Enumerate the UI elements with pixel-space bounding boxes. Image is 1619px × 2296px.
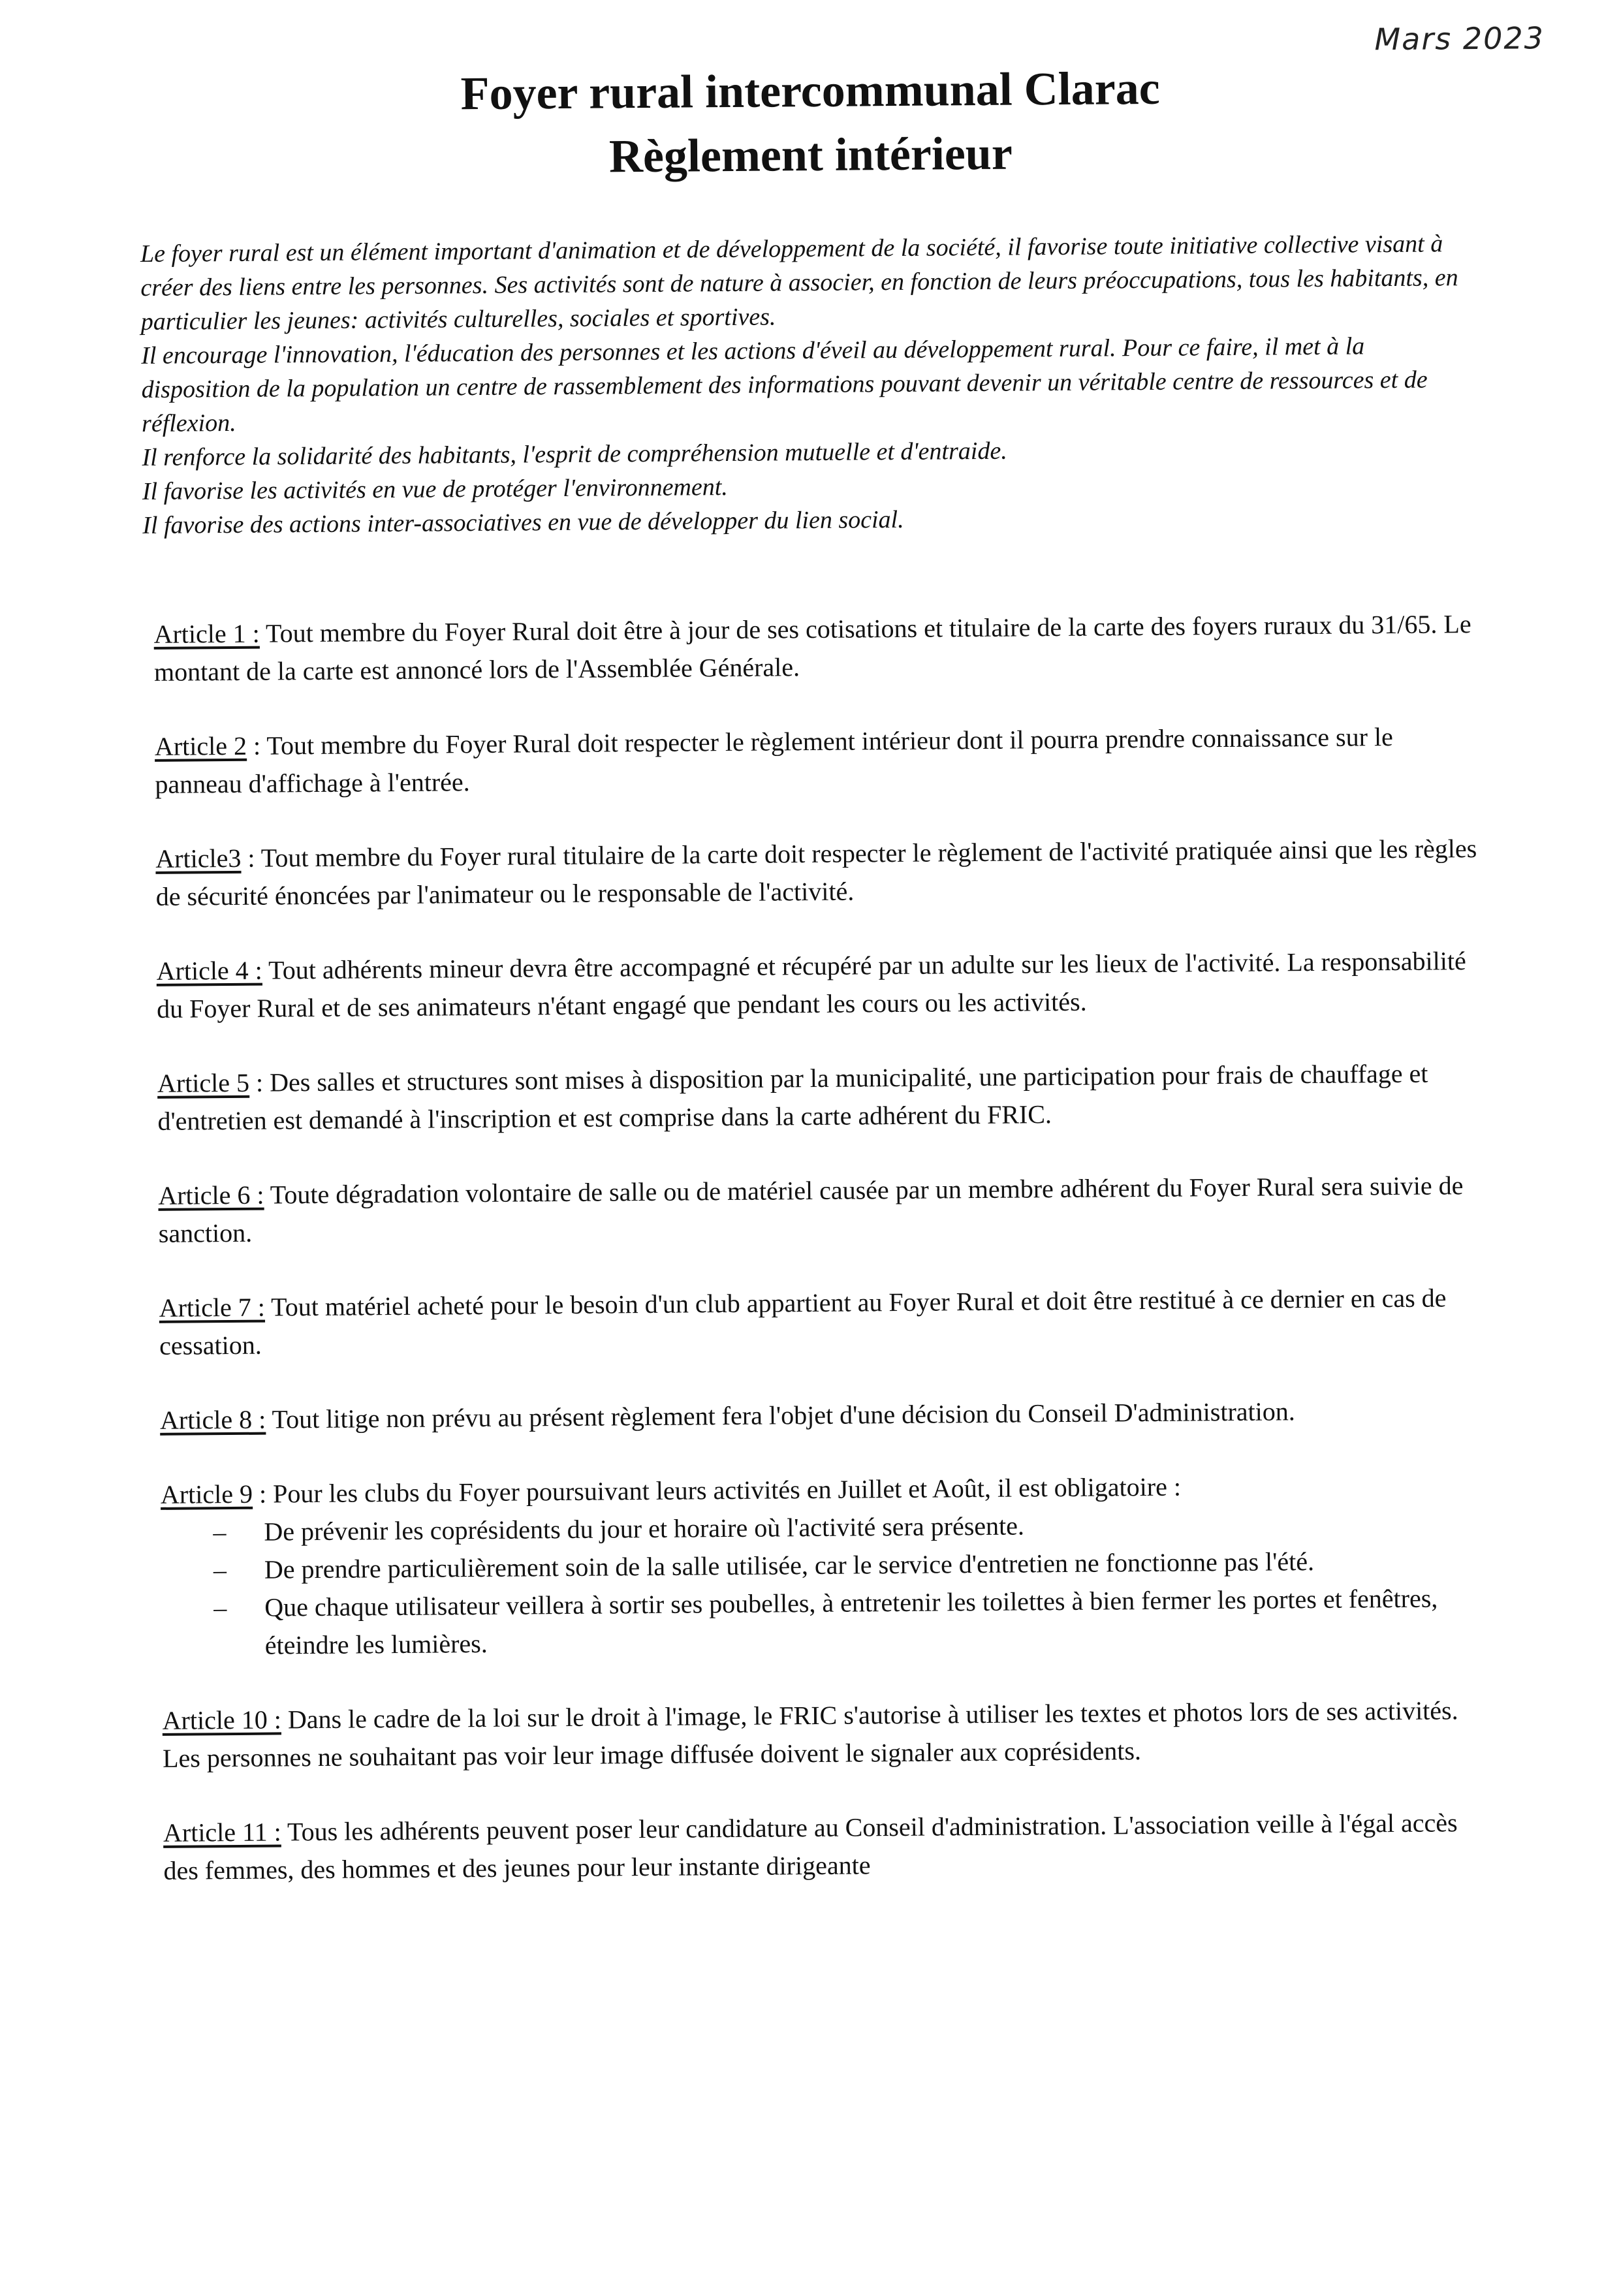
article-text: : Tout membre du Foyer Rural doit respecter le règlement intérieur dont il pourra prendre connaissance sur le panneau d'affichage à l'entrée.: [155, 722, 1394, 799]
article-4: [156, 942, 1482, 1028]
intro-paragraph: Il favorise des actions inter-associatives en vue de développer du lien social.: [142, 505, 904, 540]
article-9-list: [161, 1503, 1487, 1665]
article-11: [163, 1804, 1489, 1890]
article-text: Toute dégradation volontaire de salle ou de matériel causée par un membre adhérent du Foyer Rural sera suivie de sanction.: [158, 1171, 1464, 1248]
article-label: Article 9: [160, 1479, 253, 1509]
article-text: Tout matériel acheté pour le besoin d'un club appartient au Foyer Rural et doit être restitué à ce dernier en cas de cessation.: [159, 1283, 1447, 1360]
article-label: Article 7 :: [159, 1292, 266, 1323]
article-1: [153, 605, 1479, 691]
article-text: : Tout membre du Foyer rural titulaire de la carte doit respecter le règlement de l'activité pratiquée ainsi que les règles de sécurité énoncées par l'animateur ou le responsable de l'activité.: [155, 834, 1477, 911]
handwritten-date-note: Mars 2023: [1374, 20, 1545, 57]
article-text: Tous les adhérents peuvent poser leur candidature au Conseil d'administration. L'association veille à l'égal accès des femmes, des hommes et des jeunes pour leur instante dirigeante: [163, 1808, 1458, 1885]
article-label: Article 1 :: [153, 618, 260, 649]
article-5: [157, 1054, 1483, 1140]
intro-paragraph: Il encourage l'innovation, l'éducation des personnes et les actions d'éveil au développement rural. Pour ce faire, il met à la disposition de la population un centre de rassemblement des informations pouvant devenir un véritable centre de ressources et de réflexion.: [141, 332, 1428, 438]
document-title: [1, 52, 1619, 193]
list-item: – Que chaque utilisateur veillera à sortir ses poubelles, à entretenir les toilettes à bien fermer les portes et fenêtres, éteindre les lumières.: [213, 1579, 1487, 1665]
articles-list: [153, 605, 1489, 1926]
intro-paragraph: Il renforce la solidarité des habitants, l'esprit de compréhension mutuelle et d'entraide.: [142, 437, 1007, 472]
article-text: Tout adhérents mineur devra être accompagné et récupéré par un adulte sur les lieux de l'activité. La responsabilité du Foyer Rural et de ses animateurs n'étant engagé que pendant les cours ou les activités.: [156, 946, 1466, 1024]
article-6: [158, 1167, 1484, 1253]
article-10: [162, 1691, 1488, 1778]
article-text: Dans le cadre de la loi sur le droit à l'image, le FRIC s'autorise à utiliser les textes et photos lors de ses activités. Les personnes ne souhaitant pas voir leur image diffusée doivent le signaler aux coprésidents.: [162, 1695, 1458, 1773]
title-line-1: Foyer rural intercommunal Clarac: [460, 61, 1160, 120]
article-label: Article3: [155, 843, 242, 873]
article-9: [161, 1466, 1487, 1665]
article-label: Article 2: [154, 731, 247, 761]
list-item: – De prévenir les coprésidents du jour et horaire où l'activité sera présente.: [213, 1503, 1486, 1551]
article-label: Article 5: [157, 1067, 250, 1098]
article-7: [159, 1279, 1485, 1365]
article-text: Tout litige non prévu au présent règlement fera l'objet d'une décision du Conseil D'administration.: [266, 1396, 1295, 1434]
article-label: Article 8 :: [159, 1404, 266, 1435]
article-label: Article 10 :: [162, 1705, 282, 1735]
article-label: Article 6 :: [158, 1180, 264, 1210]
article-8: [160, 1391, 1485, 1439]
article-text: : Des salles et structures sont mises à disposition par la municipalité, une participation pour frais de chauffage et d'entretien est demandé à l'inscription et est comprise dans la carte adhérent du FRIC.: [157, 1058, 1428, 1136]
article-text: Tout membre du Foyer Rural doit être à jour de ses cotisations et titulaire de la carte des foyers ruraux du 31/65. Le montant de la carte est annoncé lors de l'Assemblée Générale.: [153, 609, 1471, 687]
article-2: [155, 717, 1481, 804]
article-label: Article 4 :: [156, 955, 262, 986]
article-text: : Pour les clubs du Foyer poursuivant leurs activités en Juillet et Août, il est obligatoire :: [252, 1471, 1182, 1509]
intro-paragraph: Le foyer rural est un élément important d'animation et de développement de la société, il favorise toute initiative collective visant à créer des liens entre les personnes. Ses activités sont de nature à associer, en fonction de leurs préoccupations, tous les habitants, en particulier les jeunes: activités culturelles, sociales et sportives.: [140, 230, 1458, 336]
article-3: [155, 830, 1481, 916]
article-label: Article 11 :: [163, 1817, 281, 1848]
intro-paragraph: Il favorise les activités en vue de protéger l'environnement.: [142, 473, 729, 506]
intro-preamble: [140, 227, 1475, 543]
list-item: – De prendre particulièrement soin de la salle utilisée, car le service d'entretien ne fonctionne pas l'été.: [213, 1541, 1486, 1589]
title-line-2: Règlement intérieur: [608, 127, 1013, 183]
